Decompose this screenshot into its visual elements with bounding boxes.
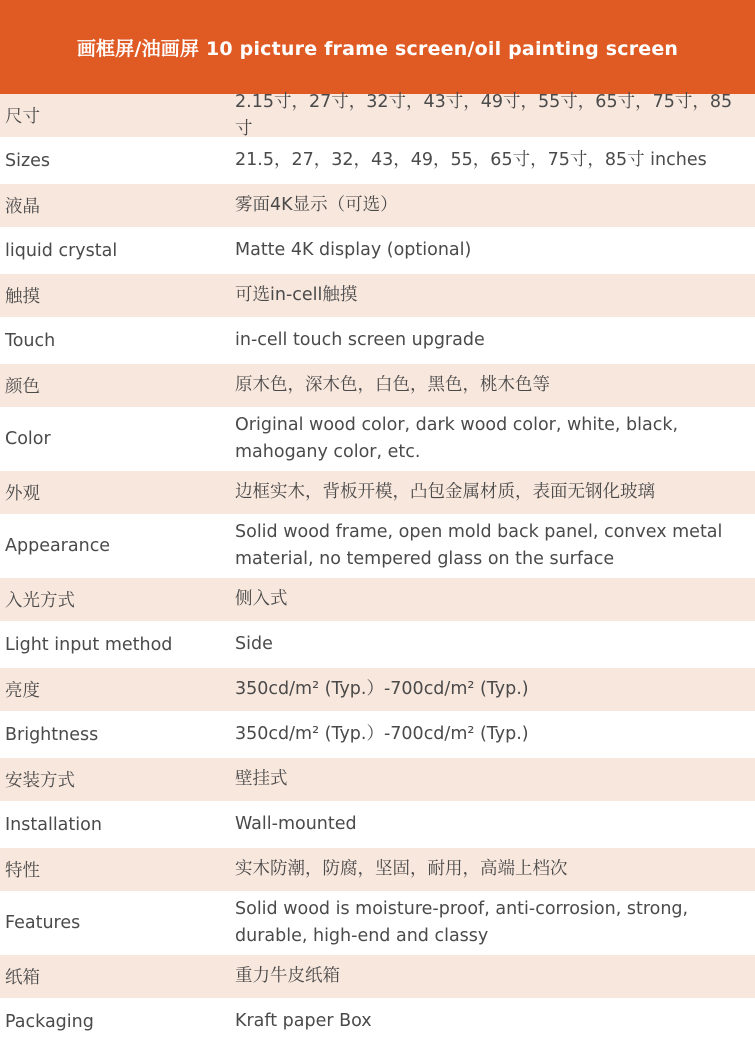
- spec-key: 入光方式: [5, 591, 75, 611]
- spec-row-color-zh: [0, 364, 755, 409]
- spec-key: 安装方式: [5, 771, 75, 791]
- spec-value: in-cell touch screen upgrade: [235, 330, 485, 350]
- spec-value: 实木防潮，防腐，坚固，耐用，高端上档次: [235, 859, 568, 879]
- spec-value: 重力牛皮纸箱: [235, 966, 340, 986]
- spec-row-packaging-zh: [0, 955, 755, 1000]
- spec-row-color-en: [0, 409, 755, 471]
- spec-value: Kraft paper Box: [235, 1011, 372, 1031]
- spec-value: Solid wood is moisture-proof, anti-corrosion, strong, durable, high-end and classy: [235, 899, 689, 946]
- spec-row-brightness-zh: [0, 668, 755, 713]
- spec-row-size-en: [0, 139, 755, 184]
- spec-key: Sizes: [5, 150, 51, 171]
- spec-key: 颜色: [5, 377, 40, 397]
- spec-row-install-zh: [0, 758, 755, 803]
- spec-row-appearance-zh: [0, 471, 755, 516]
- spec-row-size-zh: [0, 91, 755, 139]
- spec-row-appearance-en: [0, 516, 755, 578]
- header-banner: [0, 0, 755, 94]
- spec-key: liquid crystal: [5, 240, 118, 261]
- spec-key: Color: [5, 429, 51, 449]
- spec-value: 雾面4K显示（可选）: [235, 195, 398, 215]
- spec-key: Touch: [5, 330, 56, 351]
- spec-value: Matte 4K display (optional): [235, 240, 472, 260]
- spec-value: 原木色，深木色，白色，黑色，桃木色等: [235, 375, 550, 395]
- page-title: 画框屏/油画屏 10 picture frame screen/oil painting screen: [76, 37, 679, 60]
- spec-row-light-en: [0, 623, 755, 668]
- spec-key: 纸箱: [5, 968, 40, 988]
- spec-value: 350cd/m² (Typ.）-700cd/m² (Typ.): [235, 724, 529, 744]
- spec-value: Original wood color, dark wood color, white, black, mahogany color, etc.: [235, 415, 679, 462]
- spec-row-light-zh: [0, 578, 755, 623]
- spec-key: 尺寸: [5, 107, 40, 127]
- spec-row-touch-zh: [0, 274, 755, 319]
- spec-value: 21.5，27，32，43，49，55，65寸，75寸，85寸 inches: [235, 150, 707, 170]
- spec-key: Packaging: [5, 1011, 94, 1032]
- spec-row-lcd-zh: [0, 184, 755, 229]
- spec-value: Side: [235, 634, 273, 654]
- spec-row-packaging-en: [0, 1000, 755, 1045]
- spec-row-install-en: [0, 803, 755, 848]
- spec-row-brightness-en: [0, 713, 755, 758]
- spec-value: 边框实木，背板开模，凸包金属材质，表面无钢化玻璃: [235, 482, 655, 502]
- spec-value: Solid wood frame, open mold back panel, convex metal material, no tempered glass on the surface: [235, 522, 723, 569]
- spec-value: 2.15寸，27寸，32寸，43寸，49寸，55寸，65寸，75寸，85寸: [235, 91, 733, 139]
- spec-row-lcd-en: [0, 229, 755, 274]
- spec-key: Features: [5, 913, 81, 933]
- spec-key: Brightness: [5, 724, 99, 745]
- spec-value: 可选in-cell触摸: [235, 285, 358, 305]
- spec-key: Appearance: [5, 536, 111, 556]
- spec-row-features-en: [0, 893, 755, 955]
- spec-row-features-zh: [0, 848, 755, 893]
- spec-key: Installation: [5, 814, 102, 835]
- spec-table: [0, 91, 755, 1045]
- spec-value: Wall-mounted: [235, 814, 357, 834]
- spec-key: 外观: [5, 484, 40, 504]
- spec-value: 350cd/m² (Typ.）-700cd/m² (Typ.): [235, 679, 529, 699]
- spec-value: 壁挂式: [235, 769, 288, 789]
- spec-value: 侧入式: [235, 589, 288, 609]
- spec-key: 液晶: [5, 197, 40, 217]
- spec-row-touch-en: [0, 319, 755, 364]
- spec-key: 亮度: [5, 681, 40, 701]
- spec-key: Light input method: [5, 634, 173, 655]
- spec-key: 特性: [5, 861, 40, 881]
- spec-key: 触摸: [5, 287, 40, 307]
